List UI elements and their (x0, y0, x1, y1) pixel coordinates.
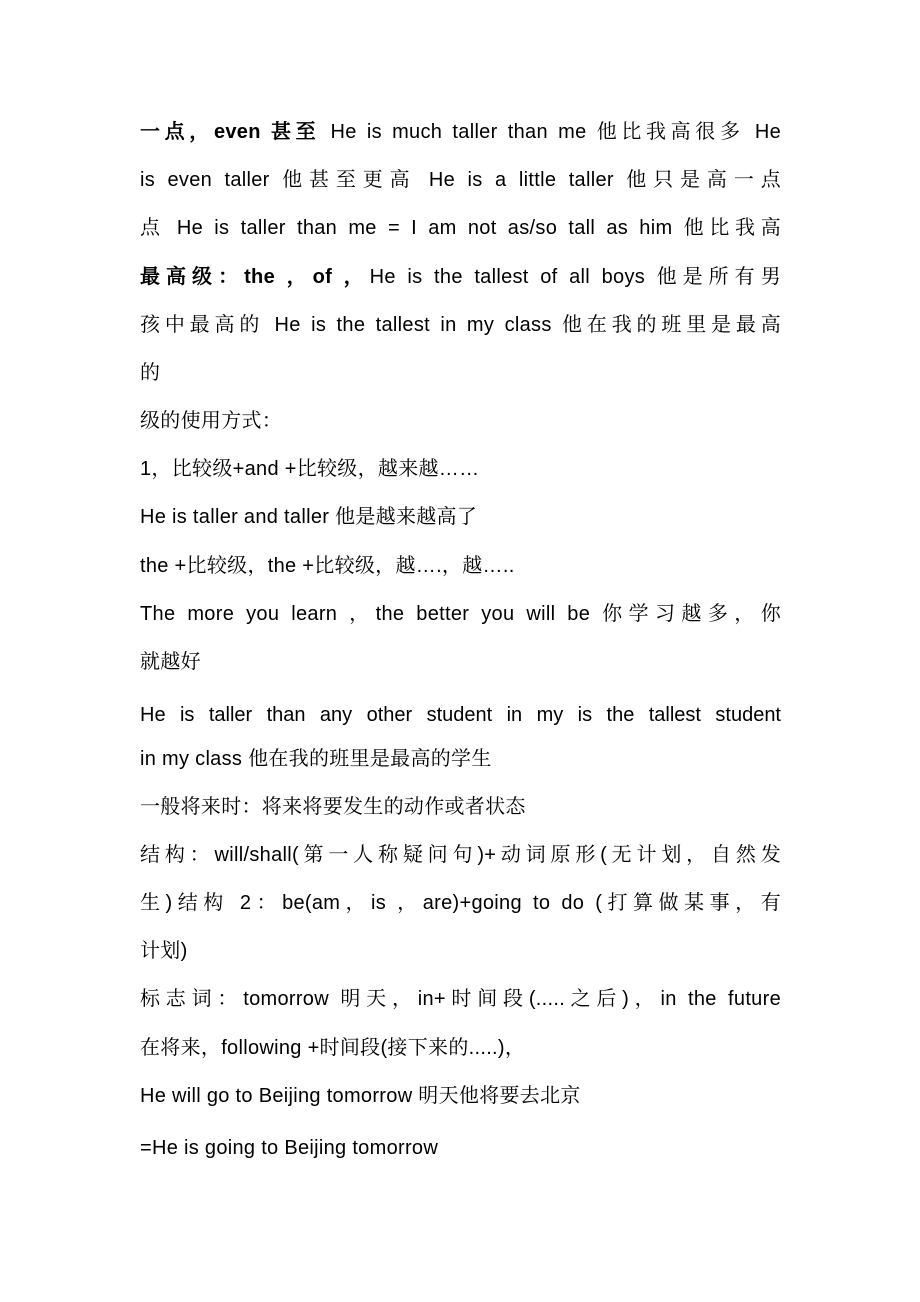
text-line: 计划) (140, 940, 188, 962)
text-line: 结构：will/shall(第一人称疑问句)+动词原形(无计划，自然发 (140, 844, 781, 866)
text-line: 在将来，following +时间段(接下来的.....)， (140, 1037, 526, 1059)
text-line: 生)结构 2：be(am，is ，are)+going to do (打算做某事，有 (140, 892, 781, 914)
bold-term: 最高级：the ，of ， (140, 266, 370, 288)
text-line: 级的使用方式： (140, 410, 283, 432)
text-line: in my class 他在我的班里是最高的学生 (140, 748, 492, 770)
text-line: 1，比较级+and +比较级，越来越…… (140, 458, 480, 480)
text-line: The more you learn ，the better you will be 你学习越多，你 (140, 603, 781, 625)
text-line: He will go to Beijing tomorrow 明天他将要去北京 (140, 1085, 581, 1107)
text-line: =He is going to Beijing tomorrow (140, 1137, 439, 1159)
text-line: 孩中最高的 He is the tallest in my class 他在我的班里是最高 (140, 314, 781, 336)
text-line: the +比较级，the +比较级，越….，越….. (140, 555, 515, 577)
text-line: He is taller and taller 他是越来越高了 (140, 506, 478, 528)
text-line (140, 120, 781, 144)
line-text: He is the tallest of all boys 他是所有男 (369, 266, 782, 288)
text-line: 的 (140, 362, 161, 384)
text-line: He is taller than any other student in my is the tallest student (140, 704, 781, 726)
text-line: 点 He is taller than me = I am not as/so tall as him 他比我高 (140, 217, 781, 239)
text-line: is even taller 他甚至更高 He is a little taller 他只是高一点 (140, 169, 781, 191)
text-line (140, 265, 781, 289)
text-line: 就越好 (140, 651, 201, 673)
text-line: 标志词：tomorrow 明天，in+时间段(.....之后)，in the future (140, 988, 781, 1010)
text-line: 一般将来时：将来将要发生的动作或者状态 (140, 796, 526, 818)
line-text: He is much taller than me 他比我高很多 He (320, 121, 781, 143)
bold-term: 一点，even 甚至 (140, 121, 321, 143)
